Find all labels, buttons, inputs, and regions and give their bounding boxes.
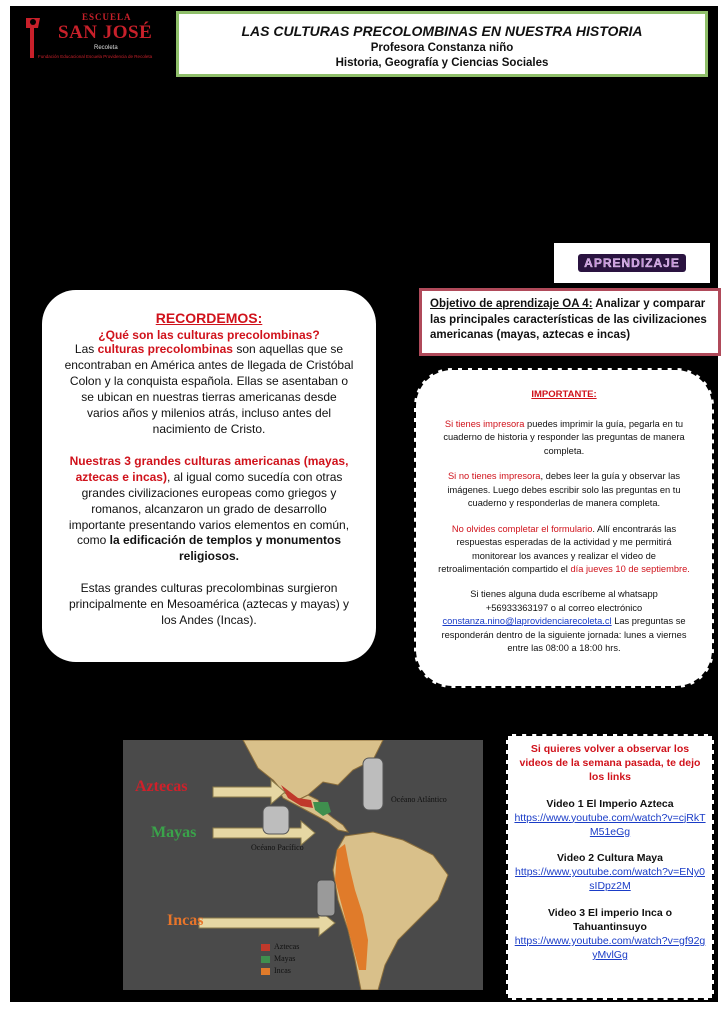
p1-text-c: son aquellas que se encontraban en América antes de llegada de Cristóbal Colon y la conquista española. Ellas se asentaban o se ubican en nuestras tierras americanas desde varios años y milenios atrás, incluso antes del nacimiento de Cristo. <box>64 342 354 436</box>
video-2-link[interactable]: https://www.youtube.com/watch?v=ENy0sIDpz2M <box>515 866 705 893</box>
imp-p3-text: . Allí encontrarás las respuestas esperadas de la actividad y me permitirá monitorear los avances y realizar el video de retroalimentación compartido el <box>438 523 677 574</box>
legend-incas: Incas <box>274 966 291 975</box>
legend-mayas: Mayas <box>274 954 296 963</box>
imp-p4-text-b: Las preguntas se responderán dentro de la siguiente jornada: lunes a viernes entre las 08:00 a 18:00 hrs. <box>441 616 687 654</box>
logo-escuela: ESCUELA <box>82 12 132 22</box>
subject-name: Historia, Geografía y Ciencias Sociales <box>335 57 549 69</box>
aprendizaje-label: APRENDIZAJE <box>578 254 686 272</box>
imp-p2-highlight: Si no tienes impresora <box>447 471 541 482</box>
imp-p3-highlight: No olvides completar el formulario <box>451 523 593 534</box>
importante-paragraph-4 <box>438 588 690 655</box>
inca-artifact <box>317 880 335 916</box>
importante-title: IMPORTANTE: <box>531 389 597 400</box>
importante-paragraph-2 <box>438 470 690 510</box>
mask-artifact <box>263 806 289 834</box>
learning-objective <box>419 288 721 356</box>
aprendizaje-badge <box>554 243 710 283</box>
p2-highlight: Nuestras 3 grandes culturas americanas (mayas, aztecas e incas) <box>69 453 349 484</box>
p2-text-b: , al igual como sucedía con otras grandes civilizaciones europeas como griegos y romanos, alcanzaron un grado de desarrollo importante presentando varios elementos en común, como <box>68 469 350 548</box>
imp-p3-date: día jueves 10 de septiembre. <box>570 563 690 574</box>
map-label-aztecas: Aztecas <box>135 778 188 795</box>
logo-school-name: SAN JOSÉ <box>58 22 153 43</box>
recordemos-paragraph-3: Estas grandes culturas precolombinas surgieron principalmente en Mesoamérica (aztecas y mayas) y los Andes (Incas). <box>68 581 350 628</box>
email-link[interactable]: constanza.nino@laprovidenciarecoleta.cl <box>442 616 612 627</box>
importante-box <box>414 368 714 688</box>
imp-p1-text: puedes imprimir la guía, pegarla en tu cuaderno de historia y responder las preguntas de manera completa. <box>443 418 685 456</box>
importante-paragraph-1 <box>438 418 690 458</box>
recordemos-paragraph-2 <box>64 454 354 566</box>
map-label-incas: Incas <box>167 912 204 929</box>
page-title: LAS CULTURAS PRECOLOMBINAS EN NUESTRA HISTORIA <box>241 23 643 39</box>
video-3-title: Video 3 El imperio Inca o Tahuantinsuyo <box>547 906 673 933</box>
logo-city: Recoleta <box>94 45 118 51</box>
video-1-link[interactable]: https://www.youtube.com/watch?v=cjRkTM51eGg <box>514 811 706 838</box>
header-box <box>176 11 708 77</box>
p1-text-a: Las <box>74 342 98 356</box>
logo-subtitle: Fundación Educacional Escuela Providencia de Recoleta <box>38 54 153 59</box>
imp-p4-text: Si tienes alguna duda escríbeme al whatsapp +56933363197 o al correo electrónico <box>470 589 658 613</box>
legend-aztecas: Aztecas <box>274 942 300 951</box>
cultures-map <box>123 740 483 990</box>
objective-label: Objetivo de aprendizaje OA 4: <box>430 298 593 310</box>
recordemos-box <box>42 290 376 662</box>
video-2-title: Video 2 Cultura Maya <box>556 852 663 865</box>
video-3-link[interactable]: https://www.youtube.com/watch?v=gf92gyMvlGg <box>514 934 706 962</box>
map-label-mayas: Mayas <box>151 824 197 841</box>
recordemos-paragraph-1 <box>64 342 354 438</box>
ocean-pacific-label: Océano Pacífico <box>251 843 304 852</box>
p2-bold: la edificación de templos y monumentos religiosos. <box>109 533 342 564</box>
recordemos-question: ¿Qué son las culturas precolombinas? <box>98 328 320 342</box>
objective-text: Analizar y comparar las principales características de las civilizaciones americanas (mayas, aztecas e incas) <box>430 298 707 342</box>
imp-p1-highlight: Si tienes impresora <box>444 418 525 429</box>
videos-heading: Si quieres volver a observar los videos de la semana pasada, te dejo los links <box>519 743 701 784</box>
imp-p2-text: , debes leer la guía y observar las imágenes. Luego debes escribir solo las preguntas en tu cuaderno y responderlas de manera completa. <box>447 471 681 509</box>
recordemos-title: RECORDEMOS: <box>155 310 263 326</box>
video-1-title: Video 1 El Imperio Azteca <box>546 797 674 810</box>
teacher-name: Profesora Constanza niño <box>370 42 514 54</box>
importante-paragraph-3 <box>438 523 690 577</box>
p1-highlight: culturas precolombinas <box>97 342 233 356</box>
statue-artifact <box>363 758 383 810</box>
school-logo <box>12 8 172 64</box>
videos-box <box>506 734 714 1000</box>
ocean-atlantic-label: Océano Atlántico <box>391 795 447 804</box>
